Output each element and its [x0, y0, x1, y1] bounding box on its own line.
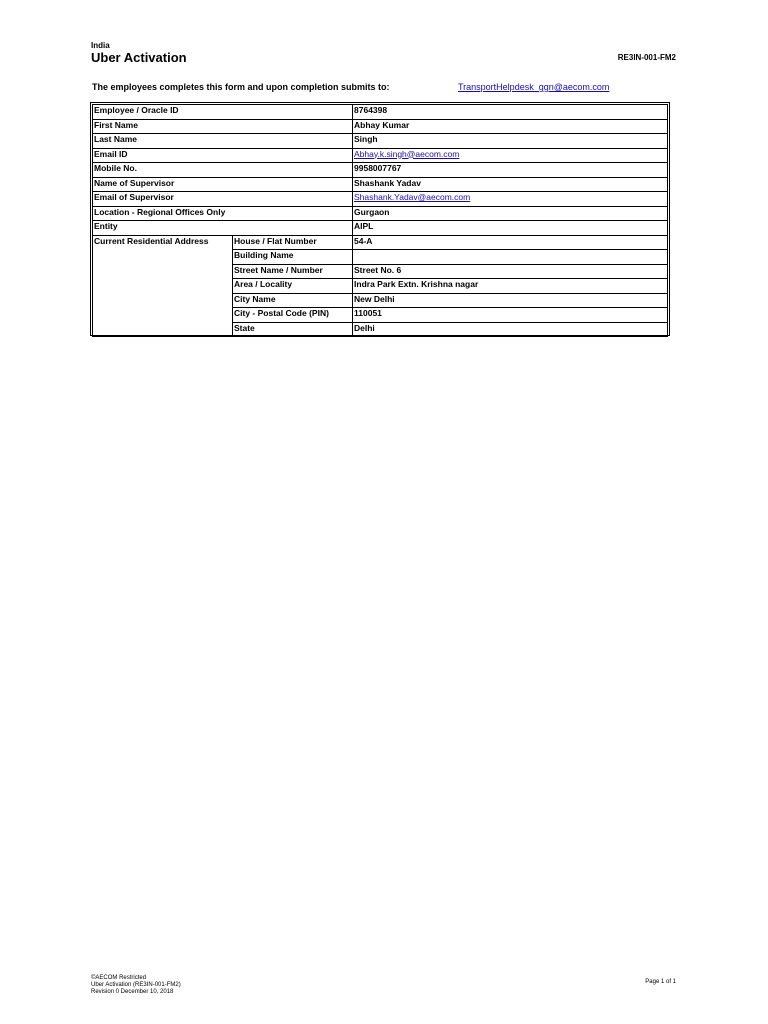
region-label: India: [91, 41, 110, 50]
employee-id-value: 8764398: [353, 105, 668, 120]
address-field-value: New Delhi: [353, 293, 668, 308]
field-label: Email ID: [93, 148, 353, 163]
address-label-continuation: [93, 250, 233, 265]
address-field-value: Indra Park Extn. Krishna nagar: [353, 279, 668, 294]
supervisor-email-link[interactable]: Shashank.Yadav@aecom.com: [353, 192, 668, 207]
address-label-continuation: [93, 293, 233, 308]
table-row: [93, 235, 668, 250]
page-number: Page 1 of 1: [645, 979, 676, 985]
first-name-value: Abhay Kumar: [353, 119, 668, 134]
entity-value: AIPL: [353, 221, 668, 236]
address-field-value: [353, 250, 668, 265]
address-label-continuation: [93, 279, 233, 294]
footer-copyright: ©AECOM Restricted: [91, 975, 147, 981]
address-field-label: Street Name / Number: [233, 264, 353, 279]
address-field-value: Street No. 6: [353, 264, 668, 279]
supervisor-name-value: Shashank Yadav: [353, 177, 668, 192]
submit-email-link[interactable]: TransportHelpdesk_ggn@aecom.com: [458, 82, 610, 92]
table-row: [93, 206, 668, 221]
table-row: [93, 308, 668, 323]
footer-info: [91, 975, 181, 996]
table-row: [93, 279, 668, 294]
table-row: [93, 163, 668, 178]
address-field-label: State: [233, 322, 353, 337]
field-label: Location - Regional Offices Only: [93, 206, 353, 221]
table-row: [93, 119, 668, 134]
table-row: [93, 134, 668, 149]
address-field-label: Area / Locality: [233, 279, 353, 294]
form-code: RE3IN-001-FM2: [617, 53, 676, 62]
last-name-value: Singh: [353, 134, 668, 149]
field-label: Email of Supervisor: [93, 192, 353, 207]
table-row: [93, 148, 668, 163]
footer-revision: Revision 0 December 10, 2018: [91, 989, 174, 995]
field-label: First Name: [93, 119, 353, 134]
field-label: Entity: [93, 221, 353, 236]
table-row: [93, 221, 668, 236]
address-label-continuation: [93, 264, 233, 279]
page-title: Uber Activation: [91, 50, 187, 65]
address-label-continuation: [93, 308, 233, 323]
table-row: [93, 322, 668, 337]
address-field-label: City Name: [233, 293, 353, 308]
address-field-value: 54-A: [353, 235, 668, 250]
mobile-value: 9958007767: [353, 163, 668, 178]
instruction-text: The employees completes this form and upon completion submits to:: [92, 82, 390, 92]
field-label: Employee / Oracle ID: [93, 105, 353, 120]
table-row: [93, 293, 668, 308]
field-label: Name of Supervisor: [93, 177, 353, 192]
field-label: Mobile No.: [93, 163, 353, 178]
address-field-label: House / Flat Number: [233, 235, 353, 250]
table-row: [93, 250, 668, 265]
location-value: Gurgaon: [353, 206, 668, 221]
address-field-value: 110051: [353, 308, 668, 323]
table-row: [93, 105, 668, 120]
footer-document-name: Uber Activation (RE3IN-001-FM2): [91, 982, 181, 988]
field-label: Last Name: [93, 134, 353, 149]
address-label-continuation: [93, 322, 233, 337]
address-label: Current Residential Address: [93, 235, 233, 250]
employee-form-table: [92, 104, 668, 337]
table-row: [93, 264, 668, 279]
table-row: [93, 177, 668, 192]
address-field-value: Delhi: [353, 322, 668, 337]
address-field-label: City - Postal Code (PIN): [233, 308, 353, 323]
email-id-link[interactable]: Abhay.k.singh@aecom.com: [353, 148, 668, 163]
employee-form: [90, 102, 670, 336]
table-row: [93, 192, 668, 207]
address-field-label: Building Name: [233, 250, 353, 265]
